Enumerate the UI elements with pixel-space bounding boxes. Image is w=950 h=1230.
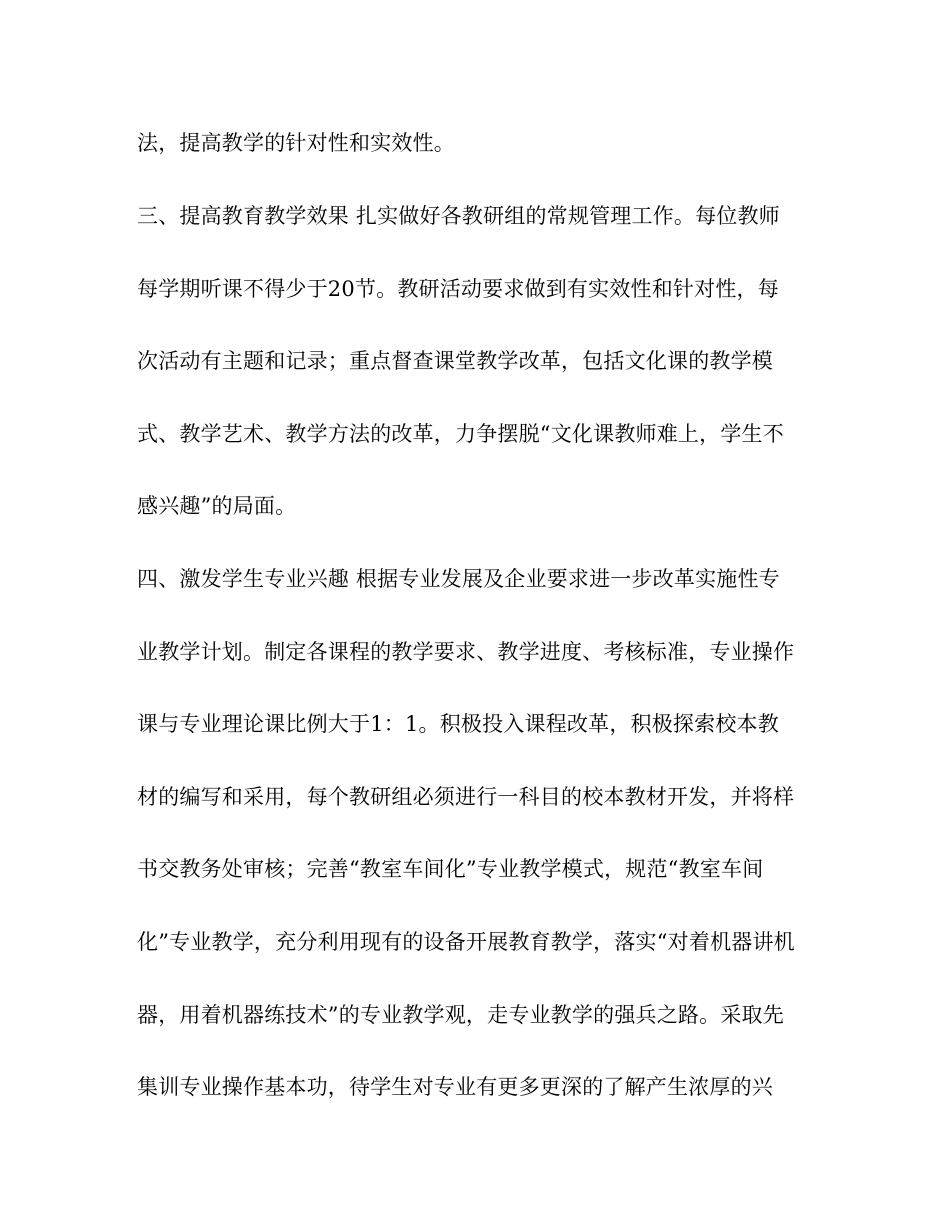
text-line: 课与专业理论课比例大于1：1。积极投入课程改革，积极探索校本教 xyxy=(137,712,779,736)
text-line: 每学期听课不得少于20节。教研活动要求做到有实效性和针对性，每 xyxy=(137,277,779,301)
text-line: 三、提高教育教学效果 扎实做好各教研组的常规管理工作。每位教师 xyxy=(137,204,780,228)
text-line: 材的编写和采用，每个教研组必须进行一科目的校本教材开发，并将样 xyxy=(137,785,795,809)
text-line: 化”专业教学，充分利用现有的设备开展教育教学，落实“对着机器讲机 xyxy=(137,930,795,954)
text-line: 法，提高教学的针对性和实效性。 xyxy=(137,131,455,155)
text-line: 式、教学艺术、教学方法的改革，力争摆脱“文化课教师难上，学生不 xyxy=(137,422,784,446)
text-line: 感兴趣”的局面。 xyxy=(137,494,297,518)
text-line: 集训专业操作基本功，待学生对专业有更多更深的了解产生浓厚的兴 xyxy=(137,1075,773,1099)
text-line: 次活动有主题和记录；重点督查课堂教学改革，包括文化课的教学模 xyxy=(137,349,773,373)
text-line: 书交教务处审核；完善“教室车间化”专业教学模式，规范“教室车间 xyxy=(137,857,764,881)
text-line: 器，用着机器练技术”的专业教学观，走专业教学的强兵之路。采取先 xyxy=(137,1003,784,1027)
text-line: 业教学计划。制定各课程的教学要求、教学进度、考核标准，专业操作 xyxy=(137,640,795,664)
text-line: 四、激发学生专业兴趣 根据专业发展及企业要求进一步改革实施性专 xyxy=(137,567,780,591)
